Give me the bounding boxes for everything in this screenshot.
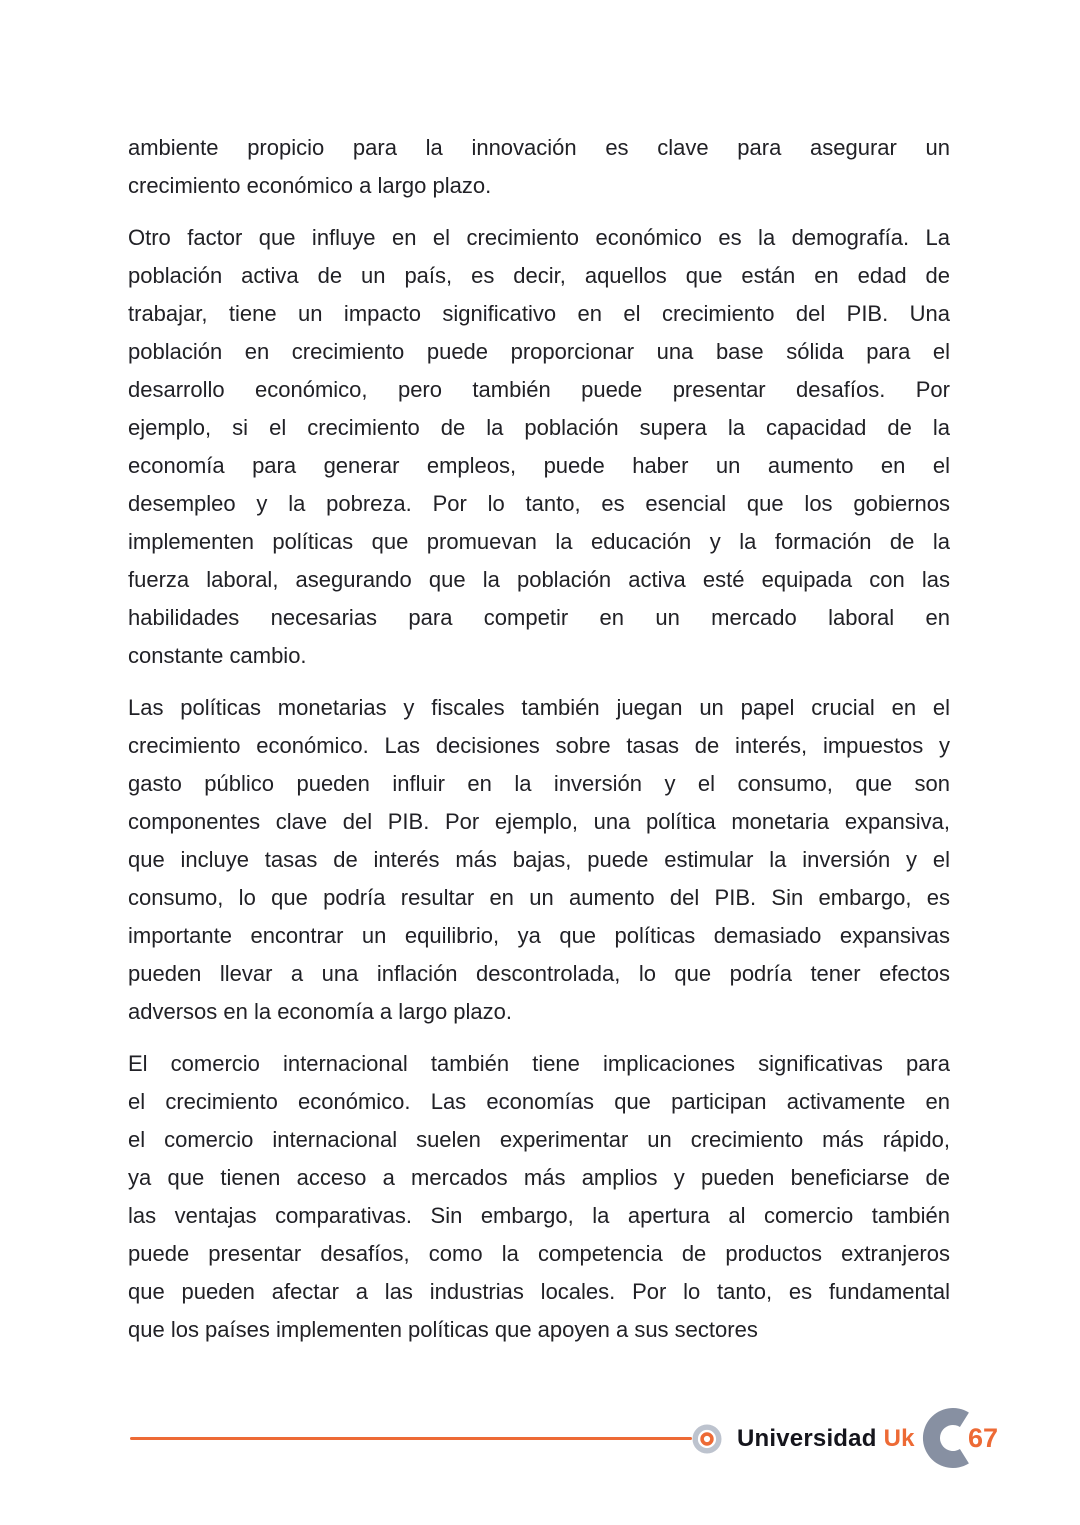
text-line: ambiente propicio para la innovación es clave para asegurar un [128,135,950,160]
text-line: Las políticas monetarias y fiscales también juegan un papel crucial en el [128,695,950,720]
paragraph [128,129,950,205]
paragraph [128,1045,950,1349]
text-line: población en crecimiento puede proporcionar una base sólida para el [128,339,950,364]
text-line: desarrollo económico, pero también puede presentar desafíos. Por [128,377,950,402]
text-line: habilidades necesarias para competir en un mercado laboral en [128,605,950,630]
text-line: el crecimiento económico. Las economías que participan activamente en [128,1089,950,1114]
paragraph [128,219,950,675]
text-line: ya que tienen acceso a mercados más amplios y pueden beneficiarse de [128,1165,950,1190]
text-line: Otro factor que influye en el crecimiento económico es la demografía. La [128,225,950,250]
text-line: puede presentar desafíos, como la competencia de productos extranjeros [128,1241,950,1266]
page-number: 67 [968,1423,999,1453]
text-line: gasto público pueden influir en la inversión y el consumo, que son [128,771,950,796]
brand-wordmark [737,1425,915,1453]
text-line: pueden llevar a una inflación descontrolada, lo que podría tener efectos [128,961,950,986]
paragraph [128,689,950,1031]
text-line: implementen políticas que promuevan la educación y la formación de la [128,529,950,554]
text-line: crecimiento económico. Las decisiones sobre tasas de interés, impuestos y [128,733,950,758]
text-line: que pueden afectar a las industrias locales. Por lo tanto, es fundamental [128,1279,950,1304]
text-line: adversos en la economía a largo plazo. [128,999,513,1024]
footer-divider-line [130,1437,692,1440]
text-line: desempleo y la pobreza. Por lo tanto, es esencial que los gobiernos [128,491,950,516]
text-line: ejemplo, si el crecimiento de la población supera la capacidad de la [128,415,950,440]
text-line: que los países implementen políticas que apoyen a sus sectores [128,1317,758,1342]
text-line: constante cambio. [128,643,307,668]
text-line: población activa de un país, es decir, aquellos que están en edad de [128,263,950,288]
text-line: las ventajas comparativas. Sin embargo, la apertura al comercio también [128,1203,950,1228]
text-line: fuerza laboral, asegurando que la población activa esté equipada con las [128,567,950,592]
text-line: el comercio internacional suelen experimentar un crecimiento más rápido, [128,1127,950,1152]
text-line: economía para generar empleos, puede haber un aumento en el [128,453,950,478]
brand-name: Universidad [737,1425,877,1452]
text-line: que incluye tasas de interés más bajas, puede estimular la inversión y el [128,847,950,872]
text-line: crecimiento económico a largo plazo. [128,173,492,198]
text-line: componentes clave del PIB. Por ejemplo, una política monetaria expansiva, [128,809,950,834]
document-text [128,129,950,1363]
text-line: trabajar, tiene un impacto significativo en el crecimiento del PIB. Una [128,301,950,326]
brand-suffix: Uk [883,1425,915,1452]
text-line: consumo, lo que podría resultar en un aumento del PIB. Sin embargo, es [128,885,950,910]
text-line: importante encontrar un equilibrio, ya que políticas demasiado expansivas [128,923,950,948]
text-line: El comercio internacional también tiene implicaciones significativas para [128,1051,950,1076]
target-circle-icon [692,1424,722,1454]
